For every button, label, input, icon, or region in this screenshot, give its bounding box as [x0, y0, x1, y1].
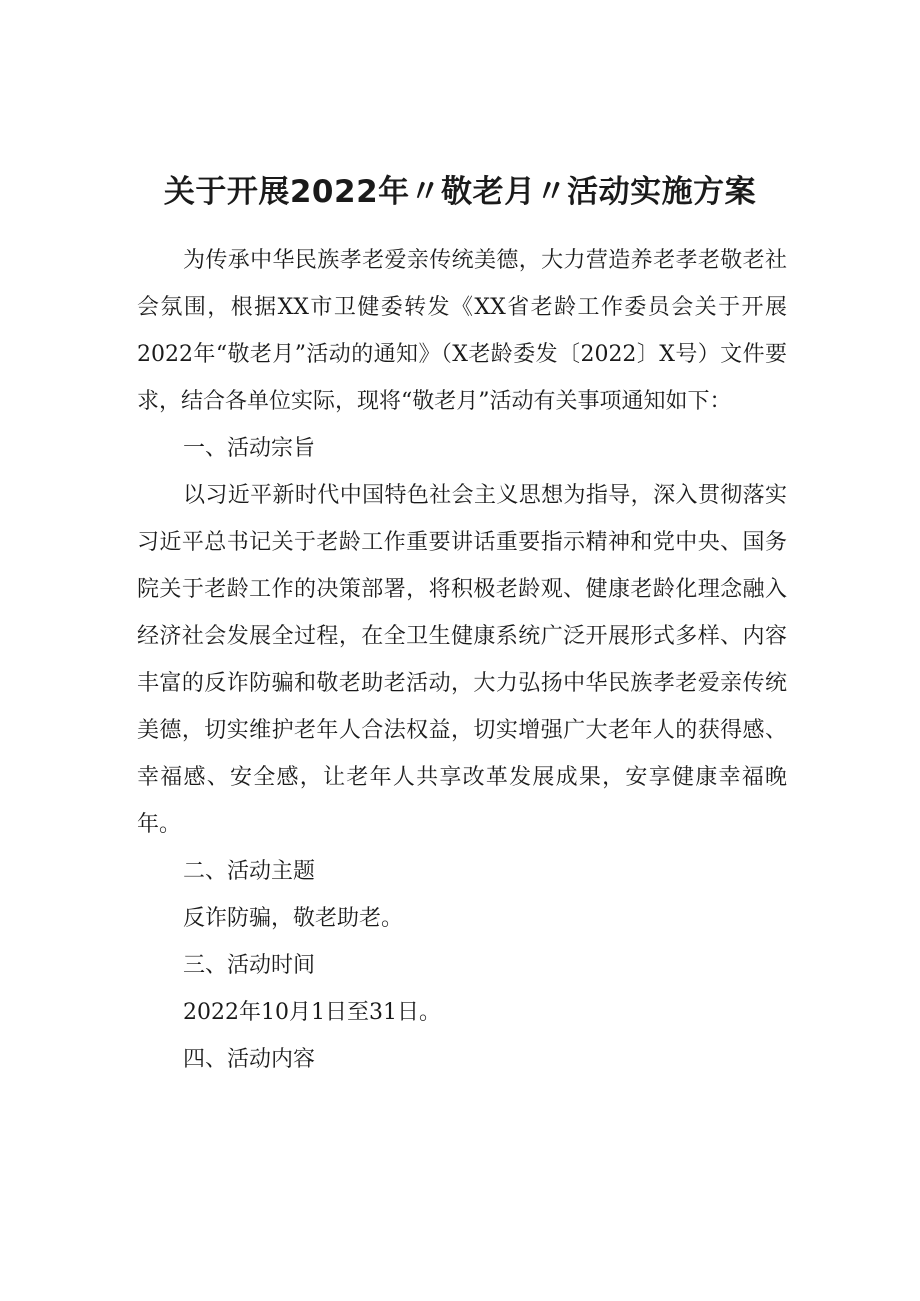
section-text-theme: 反诈防骗，敬老助老。 — [183, 906, 404, 931]
section-heading-time: 三、活动时间 — [183, 953, 316, 978]
section-text-purpose: 以习近平新时代中国特色社会主义思想为指导，深入贯彻落实习近平总书记关于老龄工作重要讲话重要指示精神和党中央、国务院关于老龄工作的决策部署，将积极老龄观、健康老龄化理念融入经济社会发展全过程，在全卫生健康系统广泛开展形式多样、内容丰富的反诈防骗和敬老助老活动，大力弘扬中华民族孝老爱亲传统美德，切实维护老年人合法权益，切实增强广大老年人的获得感、幸福感、安全感，让老年人共享改革发展成果，安享健康幸福晚年。 — [137, 483, 787, 837]
section-heading-theme: 二、活动主题 — [183, 859, 316, 884]
document-body — [137, 237, 787, 1083]
section-heading-purpose: 一、活动宗旨 — [183, 436, 316, 461]
intro-paragraph: 为传承中华民族孝老爱亲传统美德，大力营造养老孝老敬老社会氛围，根据XX市卫健委转发《XX省老龄工作委员会关于开展2022年“敬老月”活动的通知》（X老龄委发〔2022〕X号）文件要求，结合各单位实际，现将“敬老月”活动有关事项通知如下： — [137, 248, 787, 414]
document-title: 关于开展2022年〃敬老月〃活动实施方案 — [163, 174, 757, 210]
section-heading-content: 四、活动内容 — [183, 1047, 316, 1072]
section-text-time: 2022年10月1日至31日。 — [183, 1000, 441, 1025]
